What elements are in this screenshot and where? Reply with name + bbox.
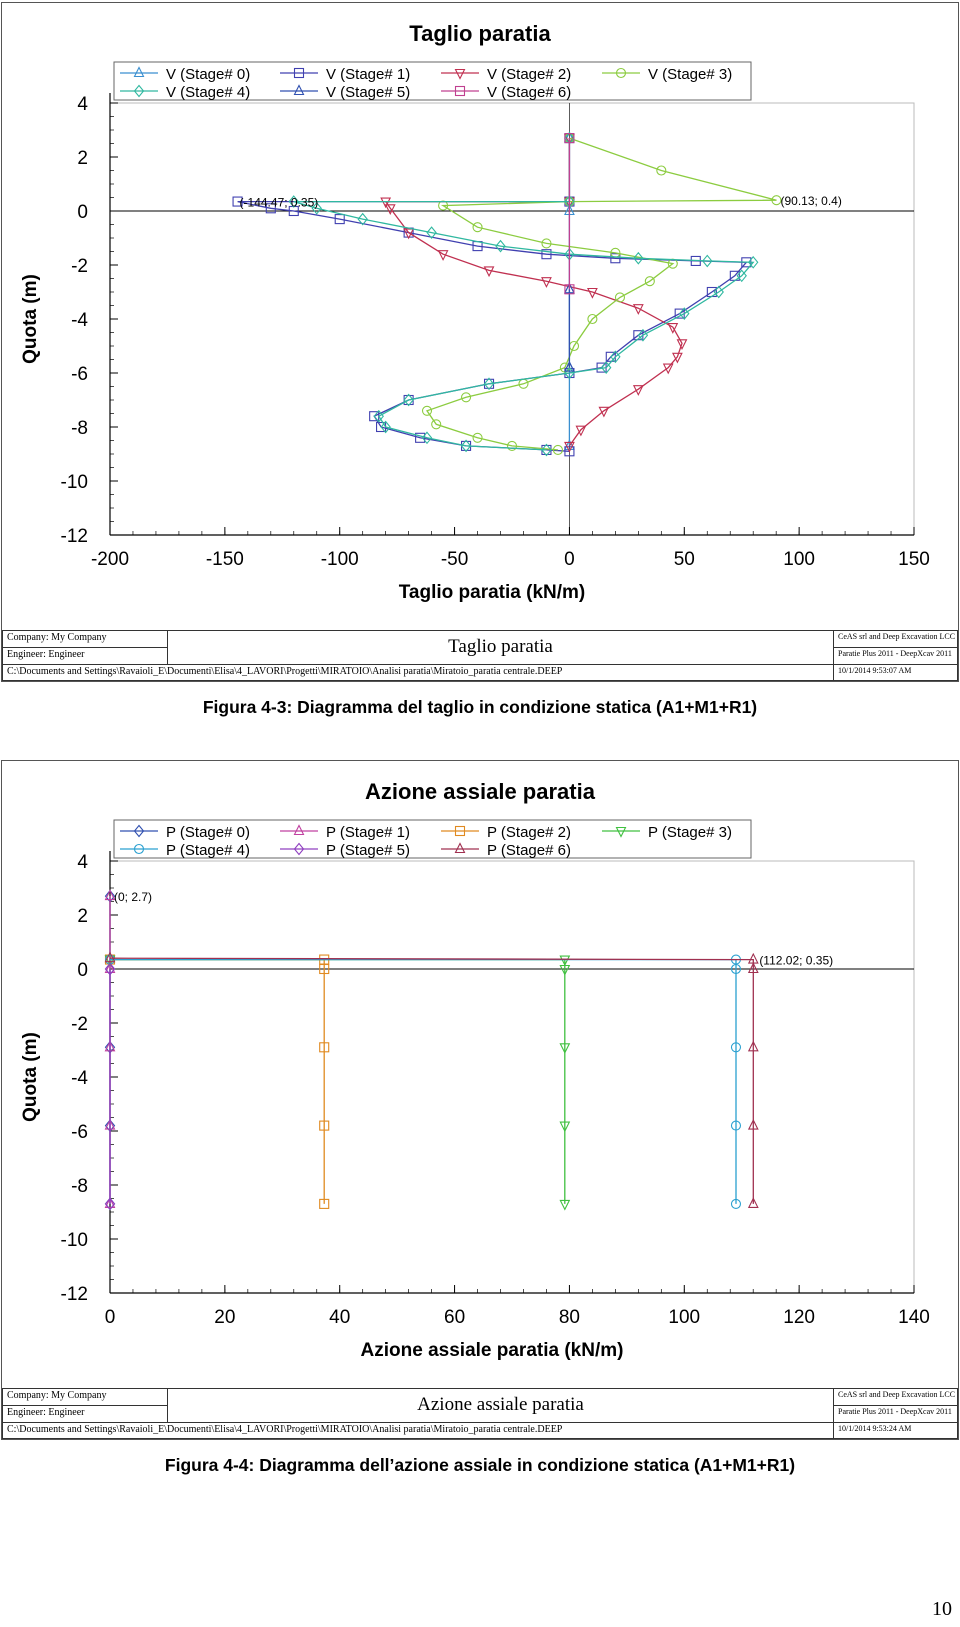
series-line <box>110 960 565 1204</box>
y-tick-label: -10 <box>60 472 88 493</box>
series-line <box>386 138 682 446</box>
figure-caption-4-4: Figura 4-4: Diagramma dell’azione assiale in condizione statica (A1+M1+R1) <box>164 1455 796 1475</box>
x-tick-label: 100 <box>668 1307 701 1328</box>
footer-file-path: C:\Documents and Settings\Ravaioli_E\Documenti\Elisa\4_LAVORI\Progetti\MIRATOIO\Analisi paratia\Miratoio_paratia centrale.DEEP <box>2 1422 834 1439</box>
y-tick-label: -10 <box>60 1230 88 1251</box>
series-1 <box>233 134 751 456</box>
axial-chart-frame <box>1 760 959 1440</box>
data-point <box>634 305 643 314</box>
y-tick-label: 4 <box>77 852 88 873</box>
x-tick-label: 40 <box>329 1307 351 1328</box>
shear-chart-frame <box>1 2 959 682</box>
y-tick-label: -4 <box>71 1068 88 1089</box>
series-5 <box>565 284 574 371</box>
x-tick-label: 50 <box>673 549 695 570</box>
footer-company: Company: My Company <box>2 630 168 648</box>
legend-label: P (Stage# 4) <box>166 842 250 859</box>
legend-label: P (Stage# 2) <box>487 824 571 841</box>
series-5 <box>106 964 115 1210</box>
legend-label: V (Stage# 3) <box>648 66 733 83</box>
legend-label: P (Stage# 6) <box>487 842 571 859</box>
series-6 <box>565 134 574 294</box>
y-tick-label: 2 <box>77 906 88 927</box>
figure-caption-4-3: Figura 4-3: Diagramma del taglio in condizione statica (A1+M1+R1) <box>202 697 758 717</box>
y-tick-label: -8 <box>71 1176 88 1197</box>
legend-label: P (Stage# 5) <box>326 842 410 859</box>
x-tick-label: -200 <box>90 549 130 570</box>
footer-software-1: CeAS srl and Deep Excavation LCC <box>833 1388 958 1406</box>
y-axis-label: Quota (m) <box>20 1032 41 1122</box>
legend-label: V (Stage# 2) <box>487 66 572 83</box>
annotation-label: (0; 2.7) <box>114 890 153 905</box>
series-3 <box>423 134 781 455</box>
series-6 <box>106 953 758 1208</box>
x-tick-label: -50 <box>440 549 469 570</box>
x-tick-label: 140 <box>898 1307 930 1328</box>
x-tick-label: 20 <box>214 1307 236 1328</box>
legend-label: P (Stage# 3) <box>648 824 732 841</box>
y-tick-label: -12 <box>60 1284 88 1305</box>
x-axis-label: Azione assiale paratia (kN/m) <box>360 1340 624 1361</box>
legend-label: V (Stage# 0) <box>166 66 251 83</box>
x-tick-label: -150 <box>205 549 244 570</box>
footer-title: Azione assiale paratia <box>167 1388 834 1423</box>
axial-chart <box>2 761 958 1388</box>
footer-datetime: 10/1/2014 9:53:24 AM <box>833 1422 958 1439</box>
shear-chart <box>2 3 958 630</box>
data-point <box>664 364 673 373</box>
legend-label: V (Stage# 4) <box>166 84 251 101</box>
x-tick-label: 150 <box>898 549 930 570</box>
series-line <box>427 138 777 450</box>
series-line <box>294 138 753 450</box>
x-tick-label: 80 <box>558 1307 580 1328</box>
annotation-label: (90.13; 0.4) <box>780 194 842 209</box>
footer-datetime: 10/1/2014 9:53:07 AM <box>833 664 958 681</box>
annotation-label: (112.02; 0.35) <box>759 953 834 968</box>
y-tick-label: 4 <box>77 94 88 115</box>
footer-title: Taglio paratia <box>167 630 834 665</box>
x-axis-label: Taglio paratia (kN/m) <box>398 582 586 603</box>
footer-software-2: Paratie Plus 2011 - DeepXcav 2011 <box>833 1405 958 1423</box>
annotation-label: (-144.47; 0.35) <box>239 195 319 210</box>
y-tick-label: -6 <box>71 1122 88 1143</box>
y-tick-label: -2 <box>71 1014 88 1035</box>
legend-label: V (Stage# 6) <box>487 84 572 101</box>
legend-label: P (Stage# 1) <box>326 824 410 841</box>
chart-title: Azione assiale paratia <box>365 779 595 804</box>
chart-footer <box>2 630 958 681</box>
series-4 <box>289 133 757 456</box>
footer-engineer: Engineer: Engineer <box>2 1405 168 1423</box>
y-tick-label: 0 <box>77 960 88 981</box>
y-axis-label: Quota (m) <box>20 274 41 364</box>
series-line <box>110 958 753 1204</box>
y-tick-label: 0 <box>77 202 88 223</box>
legend-label: V (Stage# 1) <box>326 66 411 83</box>
chart-footer <box>2 1388 958 1439</box>
legend-label: V (Stage# 5) <box>326 84 411 101</box>
y-tick-label: 2 <box>77 148 88 169</box>
y-tick-label: -2 <box>71 256 88 277</box>
footer-software-2: Paratie Plus 2011 - DeepXcav 2011 <box>833 647 958 665</box>
x-tick-label: 100 <box>783 549 815 570</box>
series-3 <box>106 956 570 1209</box>
chart-title: Taglio paratia <box>409 21 551 46</box>
page-number: 10 <box>932 1598 952 1620</box>
series-line <box>110 960 736 1204</box>
x-tick-label: 120 <box>783 1307 815 1328</box>
plot-area <box>110 861 914 1293</box>
x-tick-label: 60 <box>444 1307 466 1328</box>
plot-area <box>110 103 914 535</box>
footer-file-path: C:\Documents and Settings\Ravaioli_E\Documenti\Elisa\4_LAVORI\Progetti\MIRATOIO\Analisi paratia\Miratoio_paratia centrale.DEEP <box>2 664 834 681</box>
legend <box>114 820 751 859</box>
y-tick-label: -4 <box>71 310 88 331</box>
series-2 <box>381 135 686 452</box>
footer-engineer: Engineer: Engineer <box>2 647 168 665</box>
footer-company: Company: My Company <box>2 1388 168 1406</box>
y-tick-label: -6 <box>71 364 88 385</box>
x-tick-label: -100 <box>320 549 359 570</box>
x-tick-label: 0 <box>104 1307 116 1328</box>
legend-label: P (Stage# 0) <box>166 824 250 841</box>
legend <box>114 62 751 101</box>
y-tick-label: -8 <box>71 418 88 439</box>
series-4 <box>106 955 741 1208</box>
x-tick-label: 0 <box>564 549 575 570</box>
series-2 <box>106 955 329 1208</box>
series-line <box>238 138 747 451</box>
y-tick-label: -12 <box>60 526 88 547</box>
footer-software-1: CeAS srl and Deep Excavation LCC <box>833 630 958 648</box>
series-line <box>110 960 324 1204</box>
